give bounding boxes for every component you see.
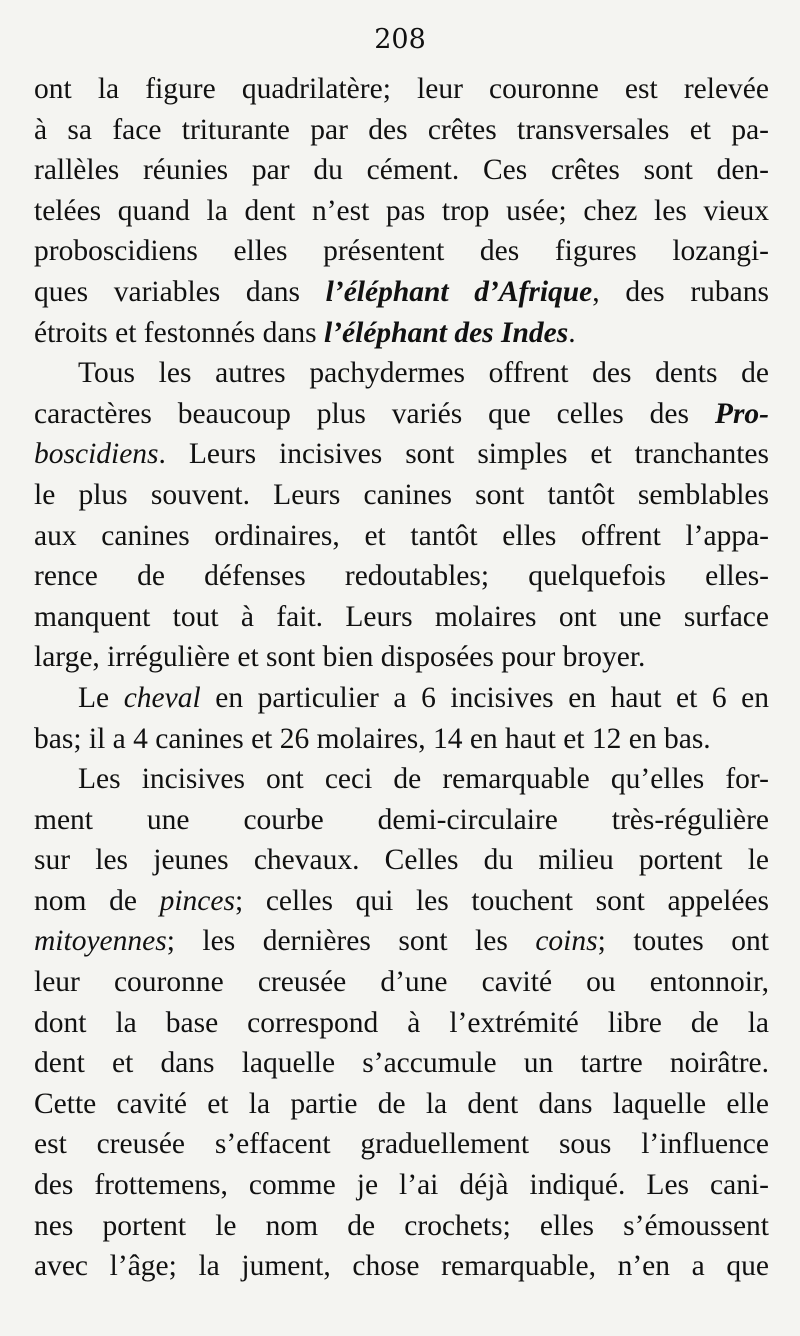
text-segment: avec l’âge; la jument, chose remarquable, n’en a que (34, 1250, 769, 1283)
text-segment: ; celles qui les touchent sont appelées (234, 884, 769, 917)
text-segment: ont la figure quadrilatère; leur couronne est relevée (34, 73, 769, 105)
text-line (34, 516, 769, 557)
text-line (34, 1206, 769, 1247)
text-line (34, 678, 769, 719)
text-segment: sur les jeunes chevaux. Celles du milieu portent le (34, 844, 769, 877)
text-segment: rallèles réunies par du cément. Ces crêtes sont den- (34, 154, 769, 187)
text-line (34, 353, 769, 394)
text-segment: proboscidiens elles présentent des figures lozangi- (34, 235, 769, 268)
text-segment: Le (78, 681, 124, 714)
text-line (34, 1043, 769, 1084)
text-segment: dent et dans laquelle s’accumule un tartre noirâtre. (34, 1047, 769, 1080)
text-line (34, 69, 769, 110)
text-line (34, 231, 769, 272)
text-line (34, 637, 769, 678)
text-segment: à sa face triturante par des crêtes transversales et pa- (34, 113, 769, 146)
text-line (34, 1165, 769, 1206)
text-segment: ques variables dans (34, 275, 326, 308)
text-segment: aux canines ordinaires, et tantôt elles offrent l’appa- (34, 519, 769, 552)
text-segment: en particulier a 6 incisives en haut et 6 en (200, 681, 769, 714)
text-segment: . Leurs incisives sont simples et tranchantes (158, 438, 769, 471)
text-line (34, 881, 769, 922)
text-line (34, 434, 769, 475)
text-segment: étroits et festonnés dans (34, 316, 325, 349)
emphasis-text: l’éléphant des Indes (324, 316, 569, 349)
emphasis-text: mitoyennes (34, 925, 167, 958)
page-number: 208 (374, 24, 426, 55)
text-segment: nom de (34, 884, 160, 917)
emphasis-text: l’éléphant d’Afrique (325, 275, 593, 308)
text-segment: caractères beaucoup plus variés que celles des (34, 397, 715, 430)
text-line (34, 110, 769, 151)
emphasis-text: cheval (123, 681, 201, 714)
text-segment: telées quand la dent n’est pas trop usée; chez les vieux (34, 194, 769, 227)
text-line (34, 719, 769, 760)
text-line (34, 840, 769, 881)
text-segment: Tous les autres pachydermes offrent des dents de (78, 357, 769, 390)
text-line (34, 1246, 769, 1287)
text-line (34, 800, 769, 841)
text-segment: nes portent le nom de crochets; elles s’émoussent (34, 1209, 769, 1242)
text-segment: Cette cavité et la partie de la dent dans laquelle elle (34, 1087, 769, 1120)
text-segment: dont la base correspond à l’extrémité libre de la (34, 1006, 769, 1039)
emphasis-text: Pro- (714, 397, 769, 430)
text-segment: leur couronne creusée d’une cavité ou entonnoir, (34, 966, 769, 999)
text-line (34, 962, 769, 1003)
text-segment: . (568, 316, 576, 349)
text-segment: est creusée s’effacent graduellement sous l’influence (34, 1128, 769, 1161)
text-segment: ; toutes ont (597, 925, 769, 958)
text-segment: Les incisives ont ceci de remarquable qu’elles for- (78, 763, 769, 796)
text-line (34, 394, 769, 435)
text-line (34, 556, 769, 597)
emphasis-text: boscidiens (34, 438, 159, 471)
text-line (34, 475, 769, 516)
emphasis-text: pinces (159, 884, 235, 917)
text-segment: manquent tout à fait. Leurs molaires ont une surface (34, 600, 769, 633)
text-line (34, 759, 769, 800)
text-segment: des frottemens, comme je l’ai déjà indiqué. Les cani- (34, 1169, 769, 1202)
text-line (34, 597, 769, 638)
text-line (34, 313, 769, 354)
text-segment: bas; il a 4 canines et 26 molaires, 14 en haut et 12 en bas. (34, 722, 711, 755)
text-segment: large, irrégulière et sont bien disposées pour broyer. (34, 641, 646, 674)
emphasis-text: coins (535, 925, 598, 958)
text-line (34, 272, 769, 313)
text-segment: ; les dernières sont les (166, 925, 536, 958)
body-text (34, 69, 769, 1287)
text-line (34, 150, 769, 191)
text-line (34, 921, 769, 962)
text-segment: ment une courbe demi-circulaire très-régulière (34, 803, 769, 836)
text-line (34, 1124, 769, 1165)
text-segment: le plus souvent. Leurs canines sont tantôt semblables (34, 478, 769, 511)
text-line (34, 1003, 769, 1044)
text-segment: , des rubans (592, 275, 769, 308)
text-line (34, 191, 769, 232)
text-line (34, 1084, 769, 1125)
text-segment: rence de défenses redoutables; quelquefois elles- (34, 560, 769, 593)
